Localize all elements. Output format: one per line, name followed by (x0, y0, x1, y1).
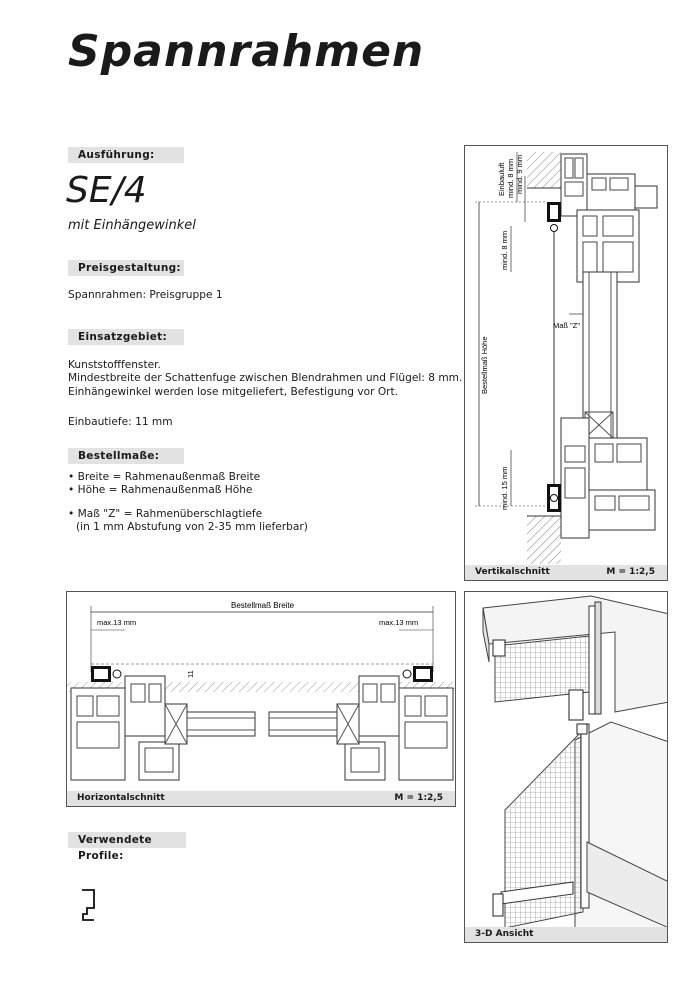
section-heading-order: Bestellmaße: (68, 448, 184, 464)
page-title: Spannrahmen (68, 26, 425, 77)
model-name: SE/4 (66, 170, 147, 211)
horizontal-caption-bar (67, 791, 455, 806)
label-mind8b: mind. 8 mm (500, 230, 509, 270)
usage-line: Einhängewinkel werden lose mitgeliefert, Befestigung vor Ort. (68, 386, 399, 398)
pricing-text: Spannrahmen: Preisgruppe 1 (68, 289, 223, 301)
vertical-section-panel (464, 145, 668, 581)
vertical-caption-bar (465, 565, 667, 580)
label-max-right: max.13 mm (379, 618, 419, 627)
label-max-left: max.13 mm (97, 618, 137, 627)
view-3d-drawing (465, 592, 668, 928)
order-z-line: • Maß "Z" = Rahmenüberschlagtiefe (68, 508, 263, 520)
label-mind8a: mind. 8 mm (506, 158, 515, 198)
view-3d-caption-bar (465, 927, 667, 942)
horizontal-section-panel (66, 591, 456, 807)
section-heading-pricing: Preisgestaltung: (68, 260, 184, 276)
vertical-caption: Vertikalschnitt (475, 567, 550, 577)
usage-line: Mindestbreite der Schattenfuge zwischen Blendrahmen und Flügel: 8 mm. (68, 372, 463, 384)
section-heading-profiles: Verwendete Profile: (68, 832, 186, 848)
order-item: • Höhe = Rahmenaußenmaß Höhe (68, 484, 253, 496)
order-z-note: (in 1 mm Abstufung von 2-35 mm lieferbar) (76, 521, 308, 533)
usage-line: Kunststofffenster. (68, 359, 161, 371)
horizontal-section-drawing (67, 592, 456, 792)
label-eleven: 11 (186, 670, 195, 678)
usage-depth: Einbautiefe: 11 mm (68, 416, 173, 428)
section-heading-usage: Einsatzgebiet: (68, 329, 184, 345)
label-massz: Maß "Z" (553, 321, 580, 330)
section-heading-execution: Ausführung: (68, 147, 184, 163)
vertical-scale: M = 1:2,5 (606, 567, 655, 577)
label-mind9: mind. 9 mm (515, 154, 524, 194)
label-einbauluft: Einbauluft (497, 162, 506, 196)
view-3d-panel (464, 591, 668, 943)
horizontal-caption: Horizontalschnitt (77, 793, 165, 803)
view-3d-caption: 3-D Ansicht (475, 929, 534, 939)
model-subtitle: mit Einhängewinkel (68, 218, 196, 233)
profile-icon (80, 888, 104, 922)
horizontal-scale: M = 1:2,5 (394, 793, 443, 803)
label-bestellhoehe: Bestellmaß Höhe (480, 336, 489, 394)
order-item: • Breite = Rahmenaußenmaß Breite (68, 471, 261, 483)
label-bestellbreite: Bestellmaß Breite (231, 601, 295, 610)
vertical-section-drawing (465, 146, 668, 566)
label-mind15: mind. 15 mm (500, 466, 509, 510)
